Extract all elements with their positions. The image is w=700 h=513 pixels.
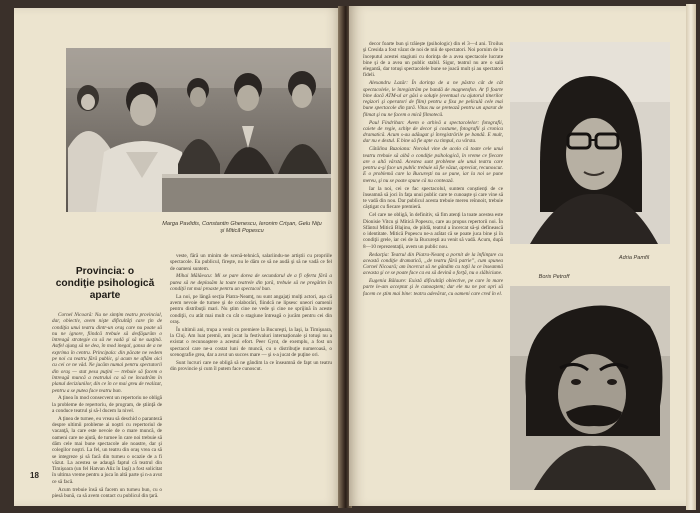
paragraph: Iar la noi, cei ce fac spectacolul, suntem conştienţi de ce înseamnă să joci în faţa unui public care te cunoaşte şi care vine să te vadă din nou. Dar publicul acesta trebuie mereu reînnoit, trebuie câştigat cu fiecare premieră. bbox=[363, 185, 503, 211]
paragraph: Cel care ne obligă, în definitiv, să fim atenţi la toate acestea este Dionisie Vitcu şi Mitică Popescu, care au propus repertorii noi. În Sfântul Mitică Blajinu, de pildă, teatrul a încercat să-şi definească o identitate. Mitică Popescu ne-a arătat că se poate juca bine şi în condiţii grele, iar cei de la Bucureşti au venit să vadă. Acum, după 8—10 reprezentaţii, avem un public nou. bbox=[363, 212, 503, 250]
article-headline: Provincia: o condiţie psihologică aparte bbox=[55, 266, 155, 301]
paragraph: A ţinea în mod consecvent un repertoriu ne obligă la probleme de repertoriu, de program, de ştiinţă de a conduce teatrul şi să-l ducem la nivel. bbox=[52, 395, 162, 414]
group-photo-image bbox=[66, 48, 331, 212]
paragraph: Eugenia Bălaure: Există dificultăţi obiective, pe care în mare parte le-am acceptat şi le cunoaştem; dar ele nu ne pot opri să facem ce ştim mai bine: teatru adevărat, cu oameni care cred în el. bbox=[363, 278, 503, 297]
left-page bbox=[14, 8, 342, 506]
right-column-text bbox=[363, 41, 503, 491]
portrait-bottom-caption: Boris Petroff bbox=[538, 274, 570, 280]
paragraph: Paul Findrihan: Avem o arhivă a spectacolelor: fotografii, caiete de regie, schiţe de decor şi costume, fotografii şi cronica dramatică. Acum s-au adăugat şi înregistrările pe bandă. E mult, dar nu e destul. E bine să fie apte cu timpul, cu vârsta. bbox=[363, 119, 503, 145]
paragraph: Cătălina Buzoianu: Noroiul vine de acolo că toate cele unui teatru trebuie să aibă o condiţie psihologică, în vreme ce fiecare are o altă vârstă. Acestea sunt probleme ale unui teatru care pentru a-şi face un public trebuie să fie văzut, apreciat, recunoscut. E o problemă care la Bucureşti nu se pune, iar la noi se pune mereu, şi nu se poate spune că nu contează. bbox=[363, 146, 503, 184]
paragraph: Alexandru Lazăr: În dorinţa de a ne păstra cât de cât spectacolele, le înregistrăm pe bandă de magnetofon. Ar fi foarte bine dacă ATM-ul ar găsi o soluţie (eventual cu ajutorul tinerilor regizori şi operatori de film) pentru a fixa pe peliculă cele mai bune spectacole din ţară. Vitus nu se pretează pentru un aparat de filmat şi nu ne facem o mică filmotecă. bbox=[363, 80, 503, 118]
left-column-2 bbox=[170, 253, 332, 493]
caption-line-2: şi Mitică Popescu bbox=[220, 228, 264, 234]
paragraph: La noi, pe lângă secţia Piatra-Neamţ, nu sunt angajaţi mulţi actori, aşa că avem nevoie de turnee şi de colaborări, fiindcă ne lipsesc uneori oamenii pentru distribuţii mari. Nu ştim cine ne vede şi cine ne sprijină în aceste condiţii, cu atât mai mult cu cât o stagiune întreagă o jucăm pentru cei din oraş. bbox=[170, 293, 332, 325]
portrait-photo-top bbox=[510, 42, 670, 244]
caption-line-1: Marga Pavlidis, Constantin Ghenescu, Ieronim Crişan, Gelu Niţu bbox=[162, 221, 322, 227]
paragraph: veste, fără un minim de scenă-tehnică, salariindu-ne artiştii cu propriile spectacole. Eu publicul, fireşte, nu le dăm ce să ne audă şi să ne vadă ce fel de oameni suntem. bbox=[170, 253, 332, 272]
right-page bbox=[349, 6, 686, 506]
paragraph: Redacţia: Teatrul din Piatra-Neamţ a pornit de la înfiinţare cu această condiţie dramatică, „de teatru fără patrie”, cum spunea Cornel Nicoară; am încercat să ne gândim cu toţii la ce înseamnă aceasta şi ce se poate face ca ea să devină o forţă, nu o slăbiciune. bbox=[363, 251, 503, 277]
group-photo-caption bbox=[142, 221, 342, 235]
page-number: 18 bbox=[30, 471, 39, 480]
portrait-top-caption: Adria Pamfil bbox=[618, 255, 650, 261]
portrait-top-image bbox=[510, 42, 670, 244]
portrait-photo-bottom bbox=[510, 286, 670, 490]
left-column-1 bbox=[52, 312, 162, 499]
paragraph: Cornel Nicoară: Nu ne simţim teatru provincial, dar, obiectiv, avem nişte dificultăţi care ţin de condiţia unui teatru dintr-un oraş care nu poate să nu ne ignore, fiindcă trebuie să desfăşurăm o întreagă strategie ca să ne vadă şi să ne susţină. Astfel ajung să ne dea, în mod inegal, şansa de a ne exprima în centru. Principala: din păcate ne vedem pe noi ca teatru fără public, şi acum ne aflăm aici cu cei ce ne văd. Ne jucăm numai pentru spectatorii din oraş — stat pesa puţini — trebuie să facem o întreagă muncă a teatrului ca să ne încadrăm în planul deciziunilor, din ce în ce mai greu de realizat, pentru a se putea face teatru bun. bbox=[52, 312, 162, 394]
paragraph: Sunt lucruri care ne obligă să ne gândim la ce înseamnă de fapt un teatru din provincie şi cum îl putem face cunoscut. bbox=[170, 359, 332, 373]
paragraph: decor foarte bun şi trăieşte (psihologic) din el 3—4 ani. Troilus şi Cresida a fost văzut de noi de mii de spectatori. Noi pornim de la începutul acestei stagiuni cu dorinţa de a avea spectacole lucrate bine şi de a avea un public stabil. Sigur, teatrul nu are o sală elegantă, dar totuşi spectacolele bune se joacă mult şi au spectatori fideli. bbox=[363, 41, 503, 79]
page-edges bbox=[686, 4, 696, 510]
paragraph: A ţinea de turnee, eu vreau să deschid o paranteză despre ultimii probleme ai noştri cu repertoriul de vacanţă, la care este nevoie de o mare muncă, de oameni care ne ajută, de turnee în care noi trebuie să dăm cele mai bune spectacole ale noastre, dar şi colegilor noştri. La fel, un teatru din oraş vrea ca să se integreze şi să facă din turneu o ocazie de a fi văzut. La acestea se adaugă faptul că teatrul din Timişoara (un fel Hatvan Aliz în Iaşi) a fost solicitat în ultima vreme pentru a juca în altă parte şi n-a avut ce să facă. bbox=[52, 415, 162, 485]
portrait-bottom-image bbox=[510, 286, 670, 490]
paragraph: În ultimii ani, trupa a venit cu premiere la Bucureşti, la Iaşi, la Timişoara, la Cluj. Am luat premii, am jucat la festivaluri internaţionale şi totuşi nu a existat o recunoaştere a acestui efort. Peer Gynt, de exemplu, a fost un spectacol care ne-a costat luni de muncă, cu o distribuţie numeroasă, o scenografie grea, dar a avut un succes mare — şi s-a jucat de puţine ori. bbox=[170, 326, 332, 358]
paragraph: Mihai Mălăescu: Mi se pare dorea de secundarul de a fi oferta fără a putea să ne deplasăm la toate teatrele din ţară, trebuie să ne pregătim în condiţii tot mai proaste pentru un spectacol bun. bbox=[170, 273, 332, 292]
group-photo bbox=[66, 48, 331, 212]
paragraph: Acum trebuie însă să facem un turneu bun, cu o piesă bună, ca să avem contact cu publicul din ţară. bbox=[52, 486, 162, 499]
